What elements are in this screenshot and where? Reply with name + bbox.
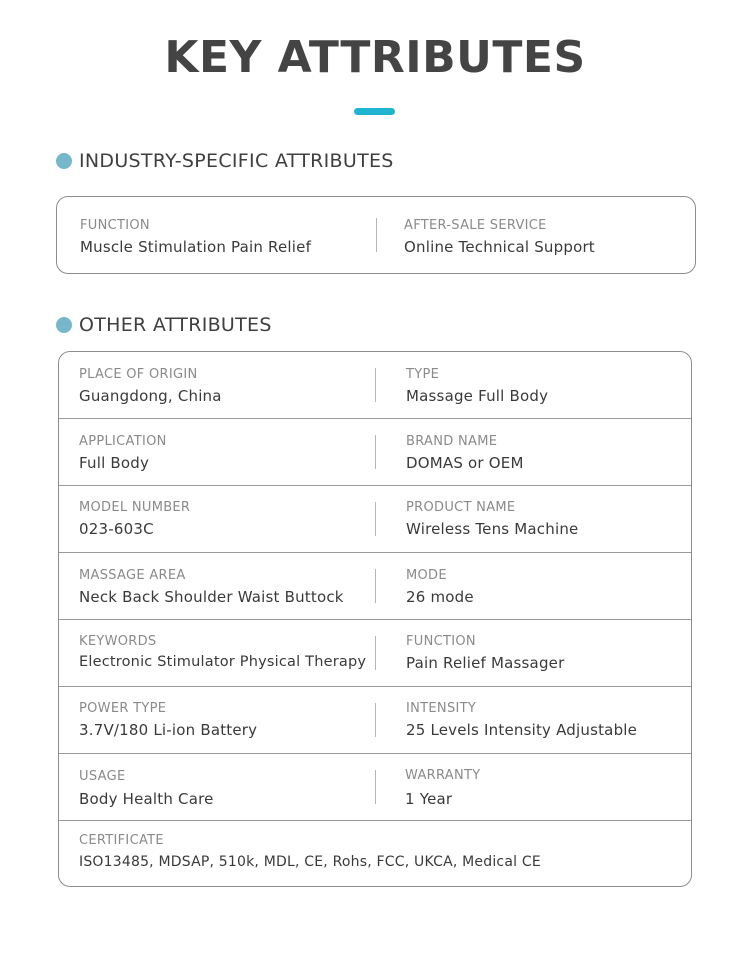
attribute-label: TYPE (406, 367, 440, 382)
other-section-title: OTHER ATTRIBUTES (79, 314, 272, 336)
attribute-label: KEYWORDS (79, 634, 157, 649)
attribute-label: WARRANTY (405, 768, 481, 783)
attribute-value: Wireless Tens Machine (406, 520, 579, 538)
table-row (59, 687, 691, 753)
title-accent-bar (354, 108, 395, 115)
attribute-label: FUNCTION (406, 634, 476, 649)
attribute-cell (405, 754, 675, 820)
attribute-cell (79, 419, 369, 485)
attribute-value: Body Health Care (79, 790, 214, 808)
attribute-label: AFTER-SALE SERVICE (404, 218, 547, 233)
attribute-label: APPLICATION (79, 434, 167, 449)
bullet-dot-icon (56, 153, 72, 169)
attribute-cell (79, 687, 369, 753)
table-row (59, 352, 691, 418)
column-divider (376, 218, 377, 252)
attribute-cell (406, 620, 676, 686)
column-divider (375, 368, 376, 402)
attribute-value: Online Technical Support (404, 238, 595, 256)
attribute-cell (406, 486, 676, 552)
attribute-cell (406, 419, 676, 485)
attribute-value: Pain Relief Massager (406, 654, 565, 672)
attribute-value: ISO13485, MDSAP, 510k, MDL, CE, Rohs, FCC, UKCA, Medical CE (79, 854, 541, 870)
attribute-label: MASSAGE AREA (79, 568, 186, 583)
attribute-value: Electronic Stimulator Physical Therapy (79, 654, 367, 670)
attribute-value: Guangdong, China (79, 387, 222, 405)
column-divider (375, 569, 376, 603)
attribute-cell (79, 352, 369, 418)
attribute-cell-after-sale-service (404, 197, 674, 273)
attribute-label: POWER TYPE (79, 701, 167, 716)
table-row (59, 754, 691, 820)
attribute-value: 1 Year (405, 790, 453, 808)
attribute-value: Full Body (79, 454, 150, 472)
industry-section-title: INDUSTRY-SPECIFIC ATTRIBUTES (79, 150, 394, 172)
attribute-label: BRAND NAME (406, 434, 498, 449)
attribute-cell (79, 754, 369, 820)
attribute-label: MODEL NUMBER (79, 500, 191, 515)
column-divider (375, 770, 376, 804)
table-row (59, 620, 691, 686)
attribute-cell (79, 553, 369, 619)
other-attributes-table (58, 351, 692, 887)
attribute-cell-function (80, 197, 370, 273)
column-divider (375, 435, 376, 469)
column-divider (375, 636, 376, 670)
attribute-label: PLACE OF ORIGIN (79, 367, 198, 382)
industry-attributes-table (56, 196, 696, 274)
industry-section-heading (56, 148, 394, 174)
attribute-value: Massage Full Body (406, 387, 549, 405)
table-row (59, 419, 691, 485)
attribute-label: CERTIFICATE (79, 833, 164, 848)
column-divider (375, 502, 376, 536)
attribute-label: USAGE (79, 769, 126, 784)
attribute-cell (406, 352, 676, 418)
attribute-cell-certificate (79, 821, 669, 887)
column-divider (375, 703, 376, 737)
attribute-label: MODE (406, 568, 447, 583)
attribute-value: Muscle Stimulation Pain Relief (80, 238, 312, 256)
table-row (59, 553, 691, 619)
page-title: KEY ATTRIBUTES (164, 32, 586, 83)
bullet-dot-icon (56, 317, 72, 333)
attribute-value: 3.7V/180 Li-ion Battery (79, 721, 258, 739)
other-section-heading (56, 312, 272, 338)
attribute-label: INTENSITY (406, 701, 477, 716)
attribute-value: DOMAS or OEM (406, 454, 524, 472)
table-row (59, 486, 691, 552)
attribute-cell (406, 687, 676, 753)
attribute-value: 25 Levels Intensity Adjustable (406, 721, 638, 739)
attribute-value: Neck Back Shoulder Waist Buttock (79, 588, 344, 606)
attribute-cell (79, 620, 369, 686)
attribute-value: 023-603C (79, 520, 154, 538)
attribute-cell (406, 553, 676, 619)
table-row-certificate (59, 821, 691, 887)
attribute-value: 26 mode (406, 588, 474, 606)
attribute-label: FUNCTION (80, 218, 150, 233)
attribute-cell (79, 486, 369, 552)
attribute-label: PRODUCT NAME (406, 500, 516, 515)
